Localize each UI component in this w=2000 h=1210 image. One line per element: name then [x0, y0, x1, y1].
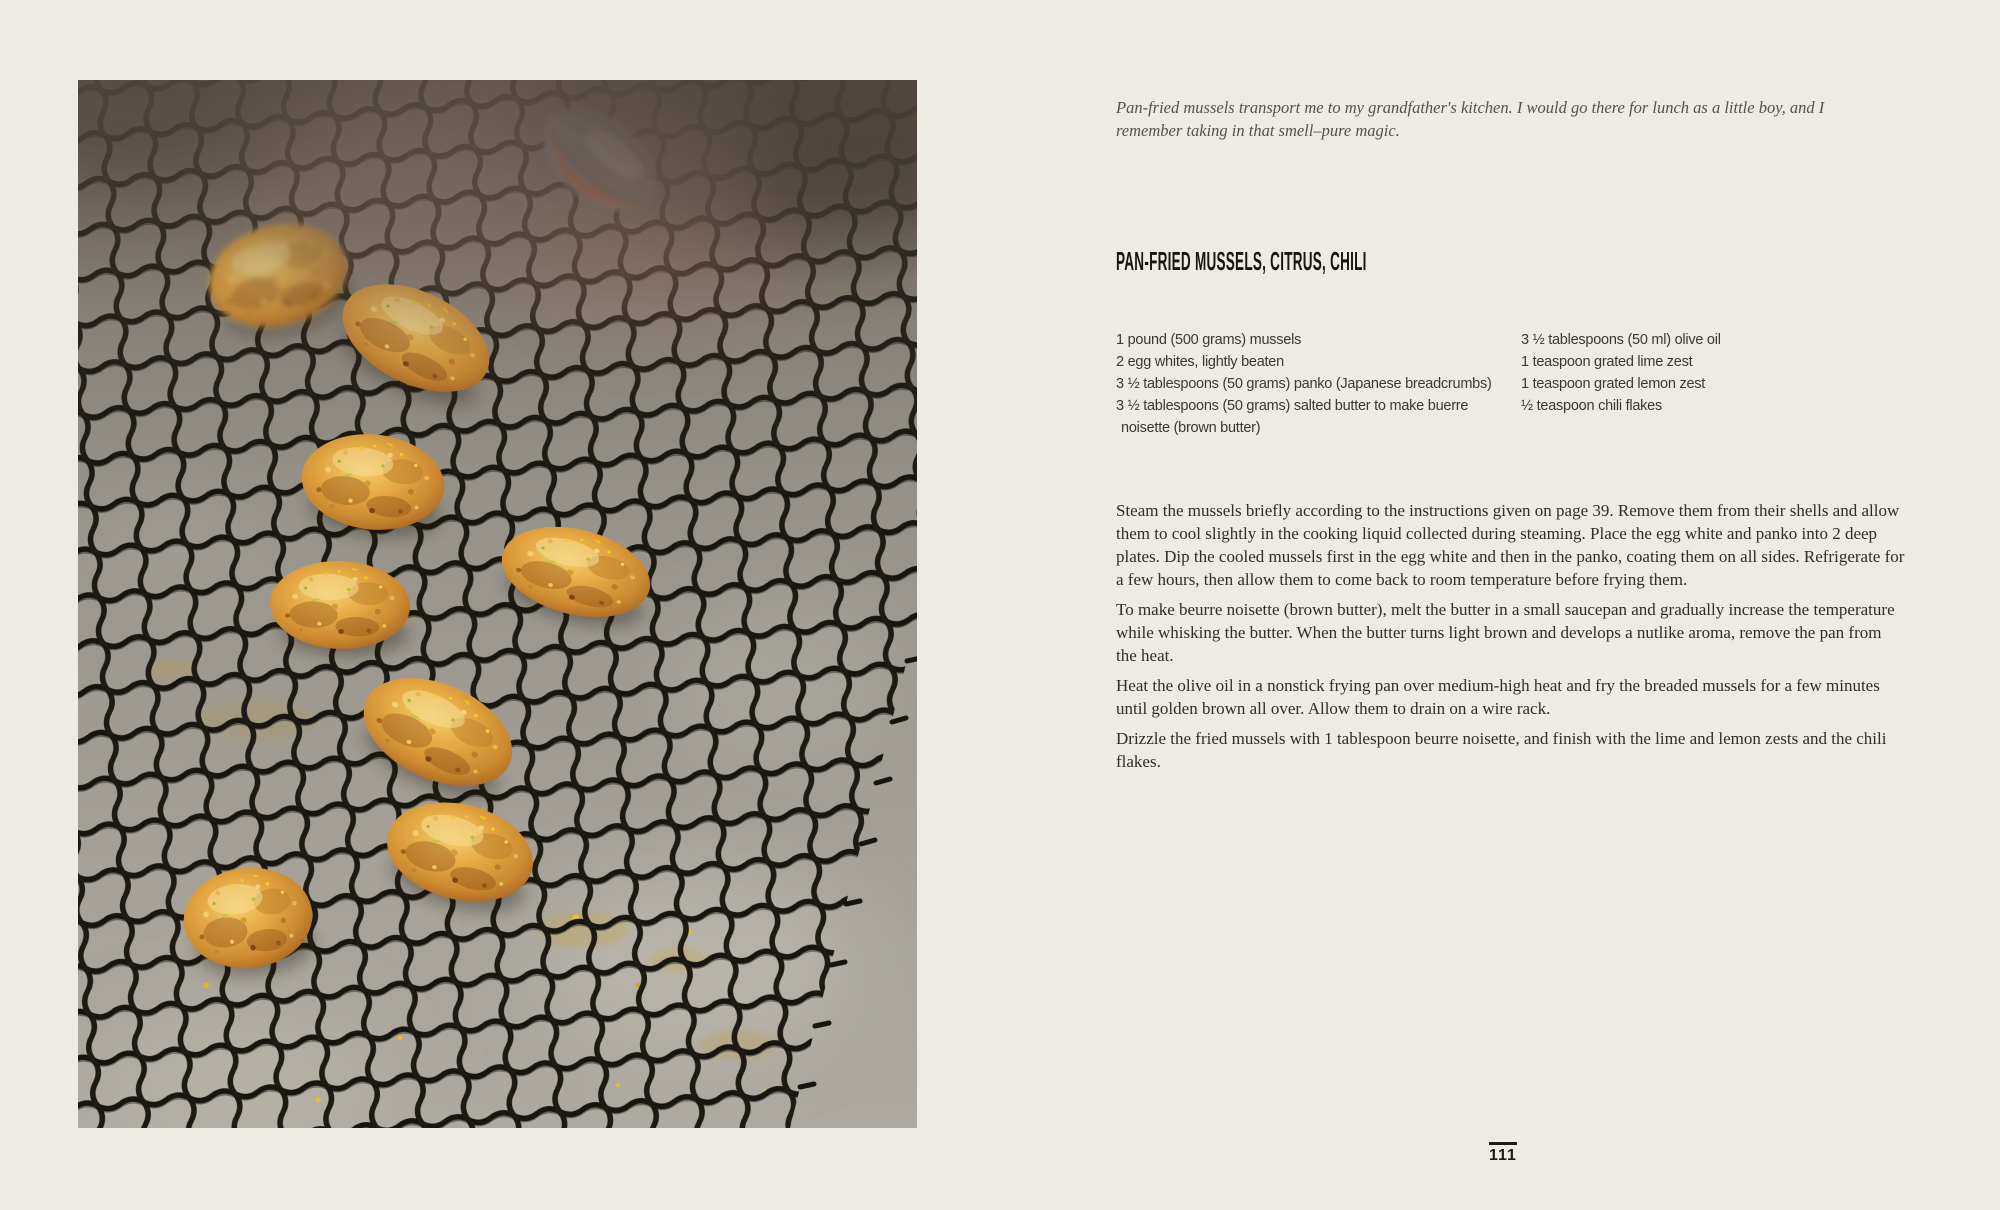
- background-blur-overlay: [78, 80, 917, 480]
- ingredient-item: 1 teaspoon grated lemon zest: [1521, 376, 1706, 392]
- intro-note: Pan-fried mussels transport me to my grandfather's kitchen. I would go there for lunch as a little boy, and I remember taking in that smell–pure magic.: [1116, 98, 1825, 140]
- recipe-photo-art: [78, 80, 917, 1128]
- ingredient-item: 3 ½ tablespoons (50 ml) olive oil: [1521, 332, 1721, 348]
- ingredients-column-2: [1521, 329, 1911, 417]
- recipe-photo: [78, 80, 917, 1128]
- method-step: Drizzle the fried mussels with 1 tablespoon beurre noisette, and finish with the lime and lemon zests and the chili flakes.: [1116, 729, 1887, 771]
- page-number: 111: [1489, 1142, 1517, 1164]
- ingredient-item: 3 ½ tablespoons (50 grams) salted butter to make buerre noisette (brown butter): [1116, 398, 1469, 436]
- recipe-title: PAN-FRIED MUSSELS, CITRUS, CHILI: [1116, 246, 1367, 276]
- ingredient-item: 2 egg whites, lightly beaten: [1116, 354, 1284, 370]
- ingredients-column-1: [1116, 329, 1508, 439]
- method-steps: [1116, 499, 1906, 780]
- ingredient-item: ½ teaspoon chili flakes: [1521, 398, 1662, 414]
- method-step: Steam the mussels briefly according to the instructions given on page 39. Remove them from their shells and allow them to cool slightly in the cooking liquid collected during steaming. Place the egg white and panko into 2 deep plates. Dip the cooled mussels first in the egg white and then in the panko, coating them on all sides. Refrigerate for a few hours, then allow them to come back to room temperature before frying them.: [1116, 501, 1905, 589]
- ingredient-item: 3 ½ tablespoons (50 grams) panko (Japanese breadcrumbs): [1116, 376, 1492, 392]
- ingredient-item: 1 teaspoon grated lime zest: [1521, 354, 1693, 370]
- ingredient-item: 1 pound (500 grams) mussels: [1116, 332, 1302, 348]
- method-step: Heat the olive oil in a nonstick frying pan over medium-high heat and fry the breaded mussels for a few minutes until golden brown all over. Allow them to drain on a wire rack.: [1116, 676, 1880, 718]
- method-step: To make beurre noisette (brown butter), melt the butter in a small saucepan and gradually increase the temperature while whisking the butter. When the butter turns light brown and develops a nutlike aroma, remove the pan from the heat.: [1116, 600, 1895, 665]
